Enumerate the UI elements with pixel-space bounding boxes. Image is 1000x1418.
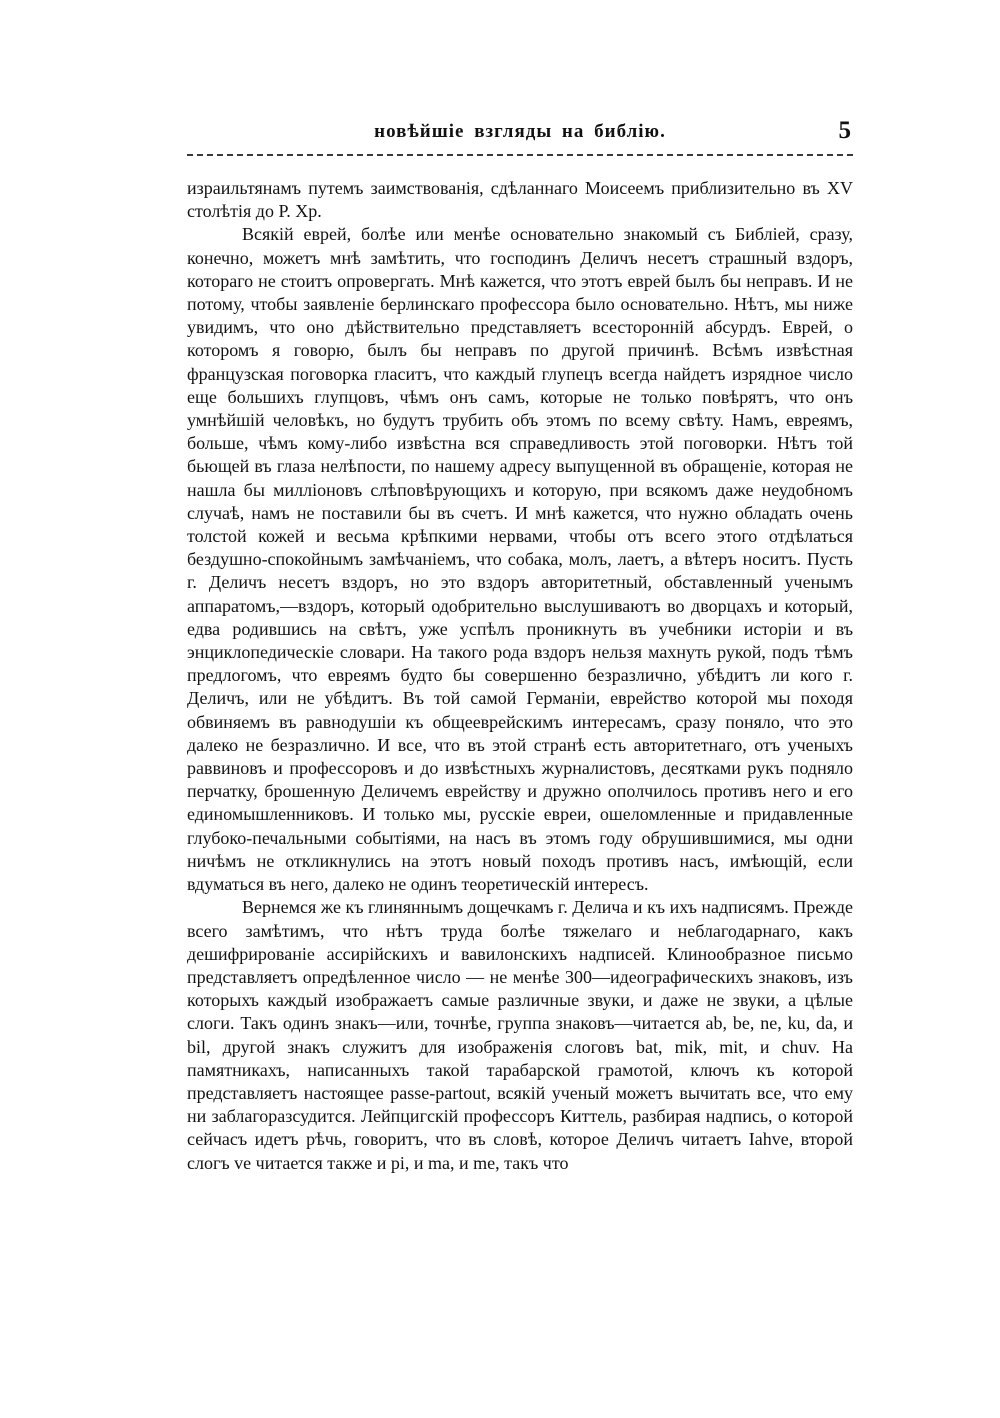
paragraph-delitzsch-argument: Всякій еврей, болѣе или менѣе основательно знакомый съ Библіей, сразу, конечно, можетъ мнѣ замѣтить, что господинъ Деличъ несетъ страшный вздоръ, котораго не стоитъ опровергать. Мнѣ кажется, что этотъ еврей былъ бы неправъ. И не потому, чтобы заявленіе берлинскаго профессора было основательно. Нѣтъ, мы ниже увидимъ, что оно дѣйствительно представляетъ всесторонній абсурдъ. Еврей, о которомъ я говорю, былъ бы неправъ по другой причинѣ. Всѣмъ извѣстная французская поговорка гласитъ, что каждый глупецъ всегда найдетъ изрядное число еще большихъ глупцовъ, чѣмъ онъ самъ, которые не только повѣрятъ, что онъ умнѣйшій человѣкъ, но будутъ трубить объ этомъ по всему свѣту. Намъ, евреямъ, больше, чѣмъ кому-либо извѣстна вся справедливость этой поговорки. Нѣтъ той бьющей въ глаза нелѣпости, по нашему адресу выпущенной въ обращеніе, которая не нашла бы милліоновъ слѣповѣрующихъ и которую, при всякомъ даже неудобномъ случаѣ, намъ не поставили бы въ счетъ. И мнѣ кажется, что нужно обладать очень толстой кожей и весьма крѣпкими нервами, чтобы отъ всего этого отдѣлаться бездушно-спокойнымъ замѣчаніемъ, что собака, молъ, лаетъ, а вѣтеръ носитъ. Пусть г. Деличъ несетъ вздоръ, но это вздоръ авторитетный, обставленный ученымъ аппаратомъ,—вздоръ, который одобрительно выслушиваютъ во дворцахъ и который, едва родившись на свѣтъ, уже успѣлъ проникнуть въ учебники исторіи и въ энциклопедическіе словари. На такого рода вздоръ нельзя махнуть рукой, подъ тѣмъ предлогомъ, что евреямъ будто бы совершенно безразлично, убѣдитъ ли кого г. Деличъ, или не убѣдитъ. Въ той самой Германіи, еврейство которой мы походя обвиняемъ въ равнодушіи къ общееврейскимъ интересамъ, сразу поняло, что это далеко не безразлично. И все, что въ этой странѣ есть авторитетнаго, отъ ученыхъ раввиновъ и профессоровъ и до извѣстныхъ журналистовъ, десятками рукъ подняло перчатку, брошенную Деличемъ еврейству и дружно ополчилось противъ него и его единомышленниковъ. И только мы, русскіе евреи, ошеломленные и придавленные глубоко-печальными событіями, на насъ въ этомъ году обрушившимися, мы одни ничѣмъ не откликнулись на этотъ новый походъ противъ насъ, имѣющій, если вдуматься въ него, далеко не одинъ теоретическій интересъ.: [187, 224, 853, 895]
paragraph-clay-tablets: Вернемся же къ глиняннымъ дощечкамъ г. Делича и къ ихъ надписямъ. Прежде всего замѣтимъ, что нѣтъ труда болѣе тяжелаго и неблагодарнаго, какъ дешифрированіе ассирійскихъ и вавилонскихъ надписей. Клинообразное письмо представляетъ опредѣленное число — не менѣе 300—идеографическихъ знаковъ, изъ которыхъ каждый изображаетъ самые различные звуки, и даже не звуки, а цѣлые слоги. Такъ одинъ знакъ—или, точнѣе, группа знаковъ—читается ab, be, ne, ku, da, и bil, другой знакъ служитъ для изображенія слоговъ bat, mik, mit, и chuv. На памятникахъ, написанныхъ такой тарабарской грамотой, ключъ къ которой представляетъ настоящее passe-partout, всякій ученый можетъ вычитать все, что ему ни заблагоразсудится. Лейпцигскій профессоръ Киттель, разбирая надпись, о которой сейчасъ идетъ рѣчь, говоритъ, что въ словѣ, которое Деличъ читаетъ Iahve, второй слогъ ve читается также и pi, и ma, и me, такъ что: [187, 897, 853, 1173]
running-head: [187, 118, 853, 154]
page-number: 5: [838, 117, 851, 144]
body-text: [187, 177, 853, 1175]
running-title: новѣйшіе взгляды на библію.: [374, 121, 666, 142]
paragraph-continuation: израильтянамъ путемъ заимствованія, сдѣланнаго Моисеемъ приблизительно въ XV столѣтія до Р. Хр.: [187, 178, 853, 222]
header-rule: [187, 154, 853, 156]
